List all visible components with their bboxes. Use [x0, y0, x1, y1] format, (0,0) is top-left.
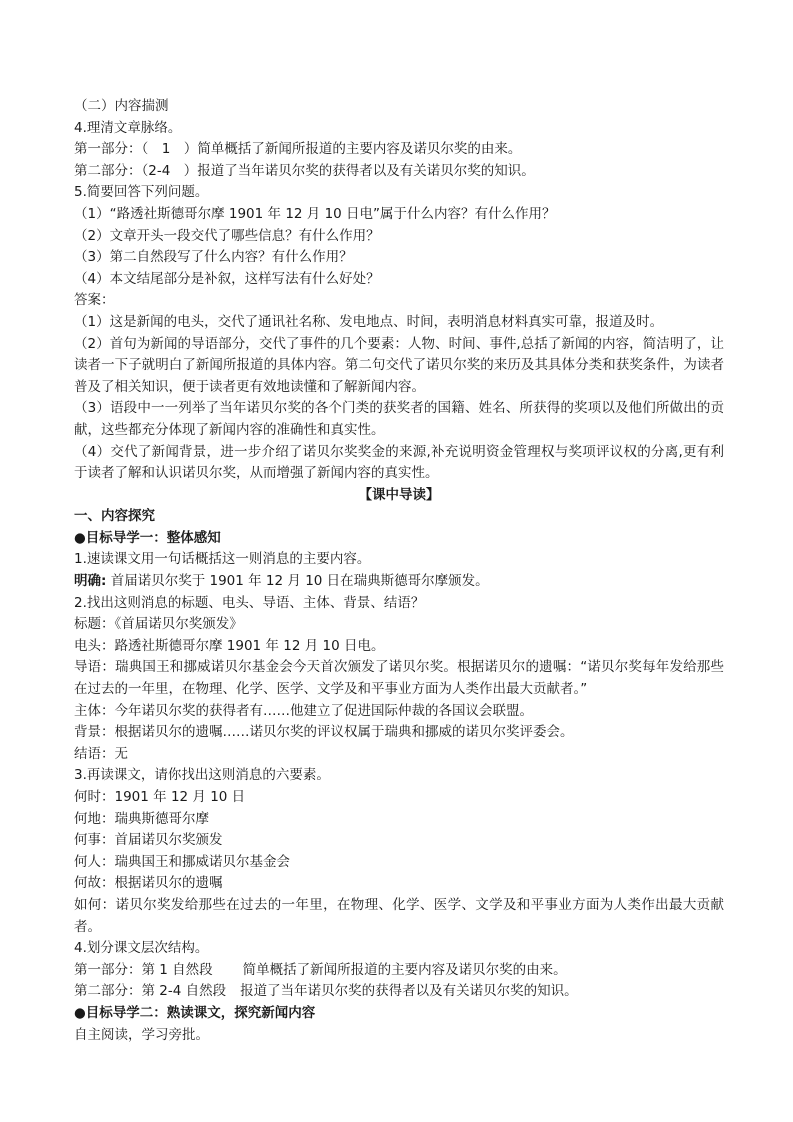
section-heading: （二）内容揣测 [74, 98, 169, 114]
answer-2: （2）首句为新闻的导语部分，交代了事件的几个要素：人物、时间、事件,总括了新闻的内容，简洁明了，让读者一下子就明白了新闻所报道的具体内容。第二句交代了诺贝尔奖的来历及其具体分类和获奖条件，为读者普及了相关知识，便于读者更有效地读懂和了解新闻内容。 [74, 335, 724, 395]
part-heading: 一、内容探究 [74, 508, 155, 525]
answer-4: （4）交代了新闻背景，进一步介绍了诺贝尔奖奖金的来源,补充说明资金管理权与奖项评议权的分离,更有利于读者了解和认识诺贝尔奖，从而增强了新闻内容的真实性。 [74, 443, 724, 482]
sub-question-2: （2）文章开头一段交代了哪些信息？有什么作用？ [74, 227, 380, 244]
division-1-desc: 简单概括了新闻所报道的主要内容及诺贝尔奖的由来。 [242, 961, 567, 978]
clarify-label: 明确: [74, 573, 107, 590]
answer-label: 答案： [74, 292, 115, 309]
lesson-guide-title: 【课中导读】 [358, 486, 440, 503]
goal-1-heading: ●目标导学一：整体感知 [74, 529, 221, 546]
element-how: 如何：诺贝尔奖发给那些在过去的一年里，在物理、化学、医学、文学及和平事业方面为人类作出最大贡献者。 [74, 896, 724, 935]
element-what: 何事：首届诺贝尔奖颁发 [74, 832, 223, 849]
element-where: 何地：瑞典斯德哥尔摩 [74, 810, 209, 827]
goal-2-heading: ●目标导学二：熟读课文，探究新闻内容 [74, 1004, 316, 1021]
sub-question-4: （4）本文结尾部分是补叙，这样写法有什么好处？ [74, 270, 380, 287]
self-study-line: 自主阅读，学习旁批。 [74, 1026, 209, 1043]
item-4: 4.划分课文层次结构。 [74, 940, 209, 957]
field-background: 背景：根据诺贝尔的遗嘱……诺贝尔奖的评议权属于瑞典和挪威的诺贝尔奖评委会。 [74, 724, 574, 741]
item-1: 1.速读课文用一句话概括这一则消息的主要内容。 [74, 551, 371, 568]
element-who: 何人：瑞典国王和挪威诺贝尔基金会 [74, 853, 290, 870]
structure-part-2: 第二部分：（2-4 ）报道了当年诺贝尔奖的获得者以及有关诺贝尔奖的知识。 [74, 162, 535, 179]
field-title: 标题：《首届诺贝尔奖颁发》 [74, 616, 243, 633]
element-why: 何故：根据诺贝尔的遗嘱 [74, 875, 223, 892]
answer-3: （3）语段中一一列举了当年诺贝尔奖的各个门类的获奖者的国籍、姓名、所获得的奖项以及他们所做出的贡献，这些都充分体现了新闻内容的准确性和真实性。 [74, 400, 724, 438]
division-2-desc: 报道了当年诺贝尔奖的获得者以及有关诺贝尔奖的知识。 [240, 983, 578, 1000]
clarify-text: 首届诺贝尔奖于 1901 年 12 月 10 日在瑞典斯德哥尔摩颁发。 [106, 573, 489, 590]
division-1-range: 第一部分：第 1 自然段 [74, 961, 213, 978]
field-ending: 结语：无 [74, 745, 128, 762]
sub-question-3: （3）第二自然段写了什么内容？有什么作用？ [74, 249, 353, 266]
element-when: 何时：1901 年 12 月 10 日 [74, 789, 246, 805]
clarify-line [74, 571, 724, 593]
field-dateline: 电头：路透社斯德哥尔摩 1901 年 12 月 10 日电。 [74, 637, 385, 654]
question-5: 5.简要回答下列问题。 [74, 184, 209, 201]
question-4: 4.理清文章脉络。 [74, 119, 182, 136]
document-page [74, 96, 724, 1046]
division-1 [74, 960, 724, 982]
answer-1: （1）这是新闻的电头，交代了通讯社名称、发电地点、时间，表明消息材料真实可靠，报道及时。 [74, 313, 664, 330]
sub-question-1: （1）“路透社斯德哥尔摩 1901 年 12 月 10 日电”属于什么内容？有什么作用？ [74, 205, 556, 222]
division-2-range: 第二部分：第 2-4 自然段 [74, 983, 227, 1000]
structure-part-1: 第一部分：（ 1 ）简单概括了新闻所报道的主要内容及诺贝尔奖的由来。 [74, 141, 522, 158]
item-3: 3.再读课文，请你找出这则消息的六要素。 [74, 767, 330, 784]
field-body: 主体：今年诺贝尔奖的获得者有……他建立了促进国际仲裁的各国议会联盟。 [74, 702, 533, 719]
item-2: 2.找出这则消息的标题、电头、导语、主体、背景、结语？ [74, 594, 425, 611]
division-2 [74, 981, 724, 1003]
field-lead: 导语：瑞典国王和挪威诺贝尔基金会今天首次颁发了诺贝尔奖。根据诺贝尔的遗嘱：“诺贝尔奖每年发给那些在过去的一年里，在物理、化学、医学、文学及和平事业方面为人类作出最大贡献者。” [74, 659, 724, 698]
